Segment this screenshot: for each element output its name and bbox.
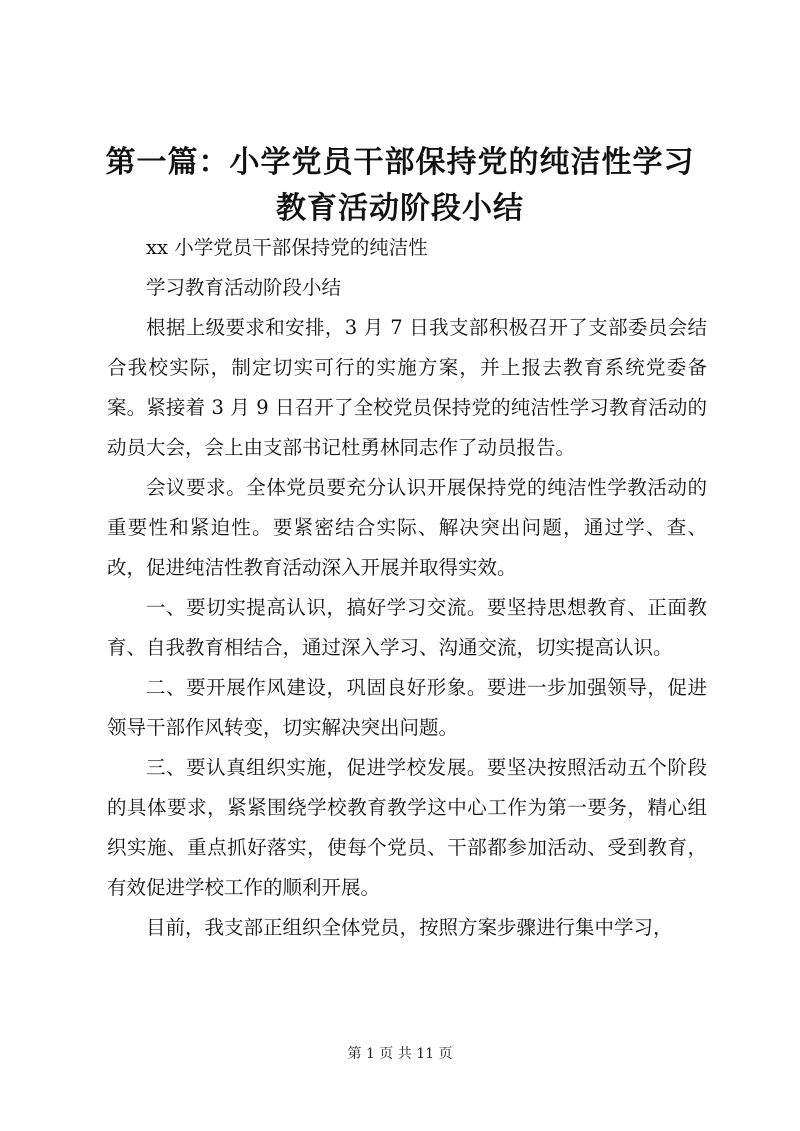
paragraph-5: 三、要认真组织实施，促进学校发展。要坚决按照活动五个阶段的具体要求，紧紧围绕学校教育教学这中心工作为第一要务，精心组织实施、重点抓好落实，使每个党员、干部都参加活动、受到教育，有效促进学校工作的顺利开展。 — [107, 756, 707, 899]
paragraph-6: 目前，我支部正组织全体党员，按照方案步骤进行集中学习， — [146, 916, 673, 939]
paragraph-3: 一、要切实提高认识，搞好学习交流。要坚持思想教育、正面教育、自我教育相结合，通过深入学习、沟通交流，切实提高认识。 — [107, 596, 707, 659]
paragraph-4: 二、要开展作风建设，巩固良好形象。要进一步加强领导，促进领导干部作风转变，切实解决突出问题。 — [107, 676, 707, 739]
subtitle-line-2: 学习教育活动阶段小结 — [146, 276, 342, 299]
document-body — [107, 228, 707, 948]
document-title: 第一篇：小学党员干部保持党的纯洁性学习教育活动阶段小结 — [105, 145, 695, 226]
paragraph-2: 会议要求。全体党员要充分认识开展保持党的纯洁性学教活动的重要性和紧迫性。要紧密结合实际、解决突出问题，通过学、查、改，促进纯洁性教育活动深入开展并取得实效。 — [107, 476, 707, 579]
subtitle-line-1: xx 小学党员干部保持党的纯洁性 — [146, 236, 428, 259]
page-number-footer: 第 1 页 共 11 页 — [347, 1046, 453, 1062]
paragraph-1: 根据上级要求和安排，3 月 7 日我支部积极召开了支部委员会结合我校实际，制定切实可行的实施方案，并上报去教育系统党委备案。紧接着 3 月 9 日召开了全校党员保持党的纯洁性学习教育活动的动员大会，会上由支部书记杜勇林同志作了动员报告。 — [107, 316, 707, 459]
